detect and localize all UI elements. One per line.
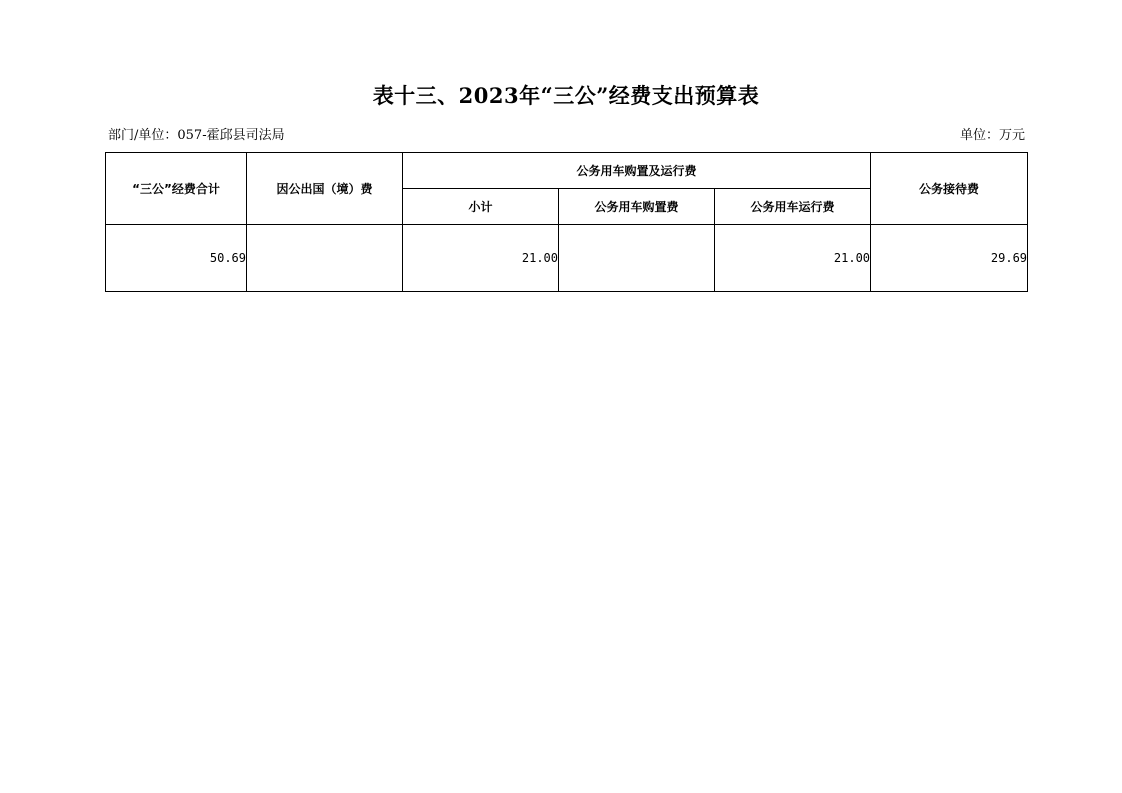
- header-vehicle-group: 公务用车购置及运行费: [403, 153, 871, 189]
- header-overseas: 因公出国（境）费: [247, 153, 403, 225]
- header-vehicle-purchase: 公务用车购置费: [559, 189, 715, 225]
- department-label: 部门/单位：057-霍邱县司法局: [108, 128, 285, 143]
- unit-label: 单位：万元: [959, 128, 1025, 143]
- cell-vehicle-operation: 21.00: [715, 225, 871, 292]
- budget-table: [105, 152, 1028, 292]
- cell-overseas: [247, 225, 403, 292]
- header-vehicle-subtotal: 小计: [403, 189, 559, 225]
- table-row: [106, 225, 1028, 292]
- header-reception: 公务接待费: [871, 153, 1028, 225]
- header-total: “三公”经费合计: [106, 153, 247, 225]
- document-title: 表十三、2023年“三公”经费支出预算表: [372, 83, 760, 108]
- cell-vehicle-purchase: [559, 225, 715, 292]
- cell-reception: 29.69: [871, 225, 1028, 292]
- cell-vehicle-subtotal: 21.00: [403, 225, 559, 292]
- header-row-1: [106, 153, 1028, 189]
- header-vehicle-operation: 公务用车运行费: [715, 189, 871, 225]
- cell-total: 50.69: [106, 225, 247, 292]
